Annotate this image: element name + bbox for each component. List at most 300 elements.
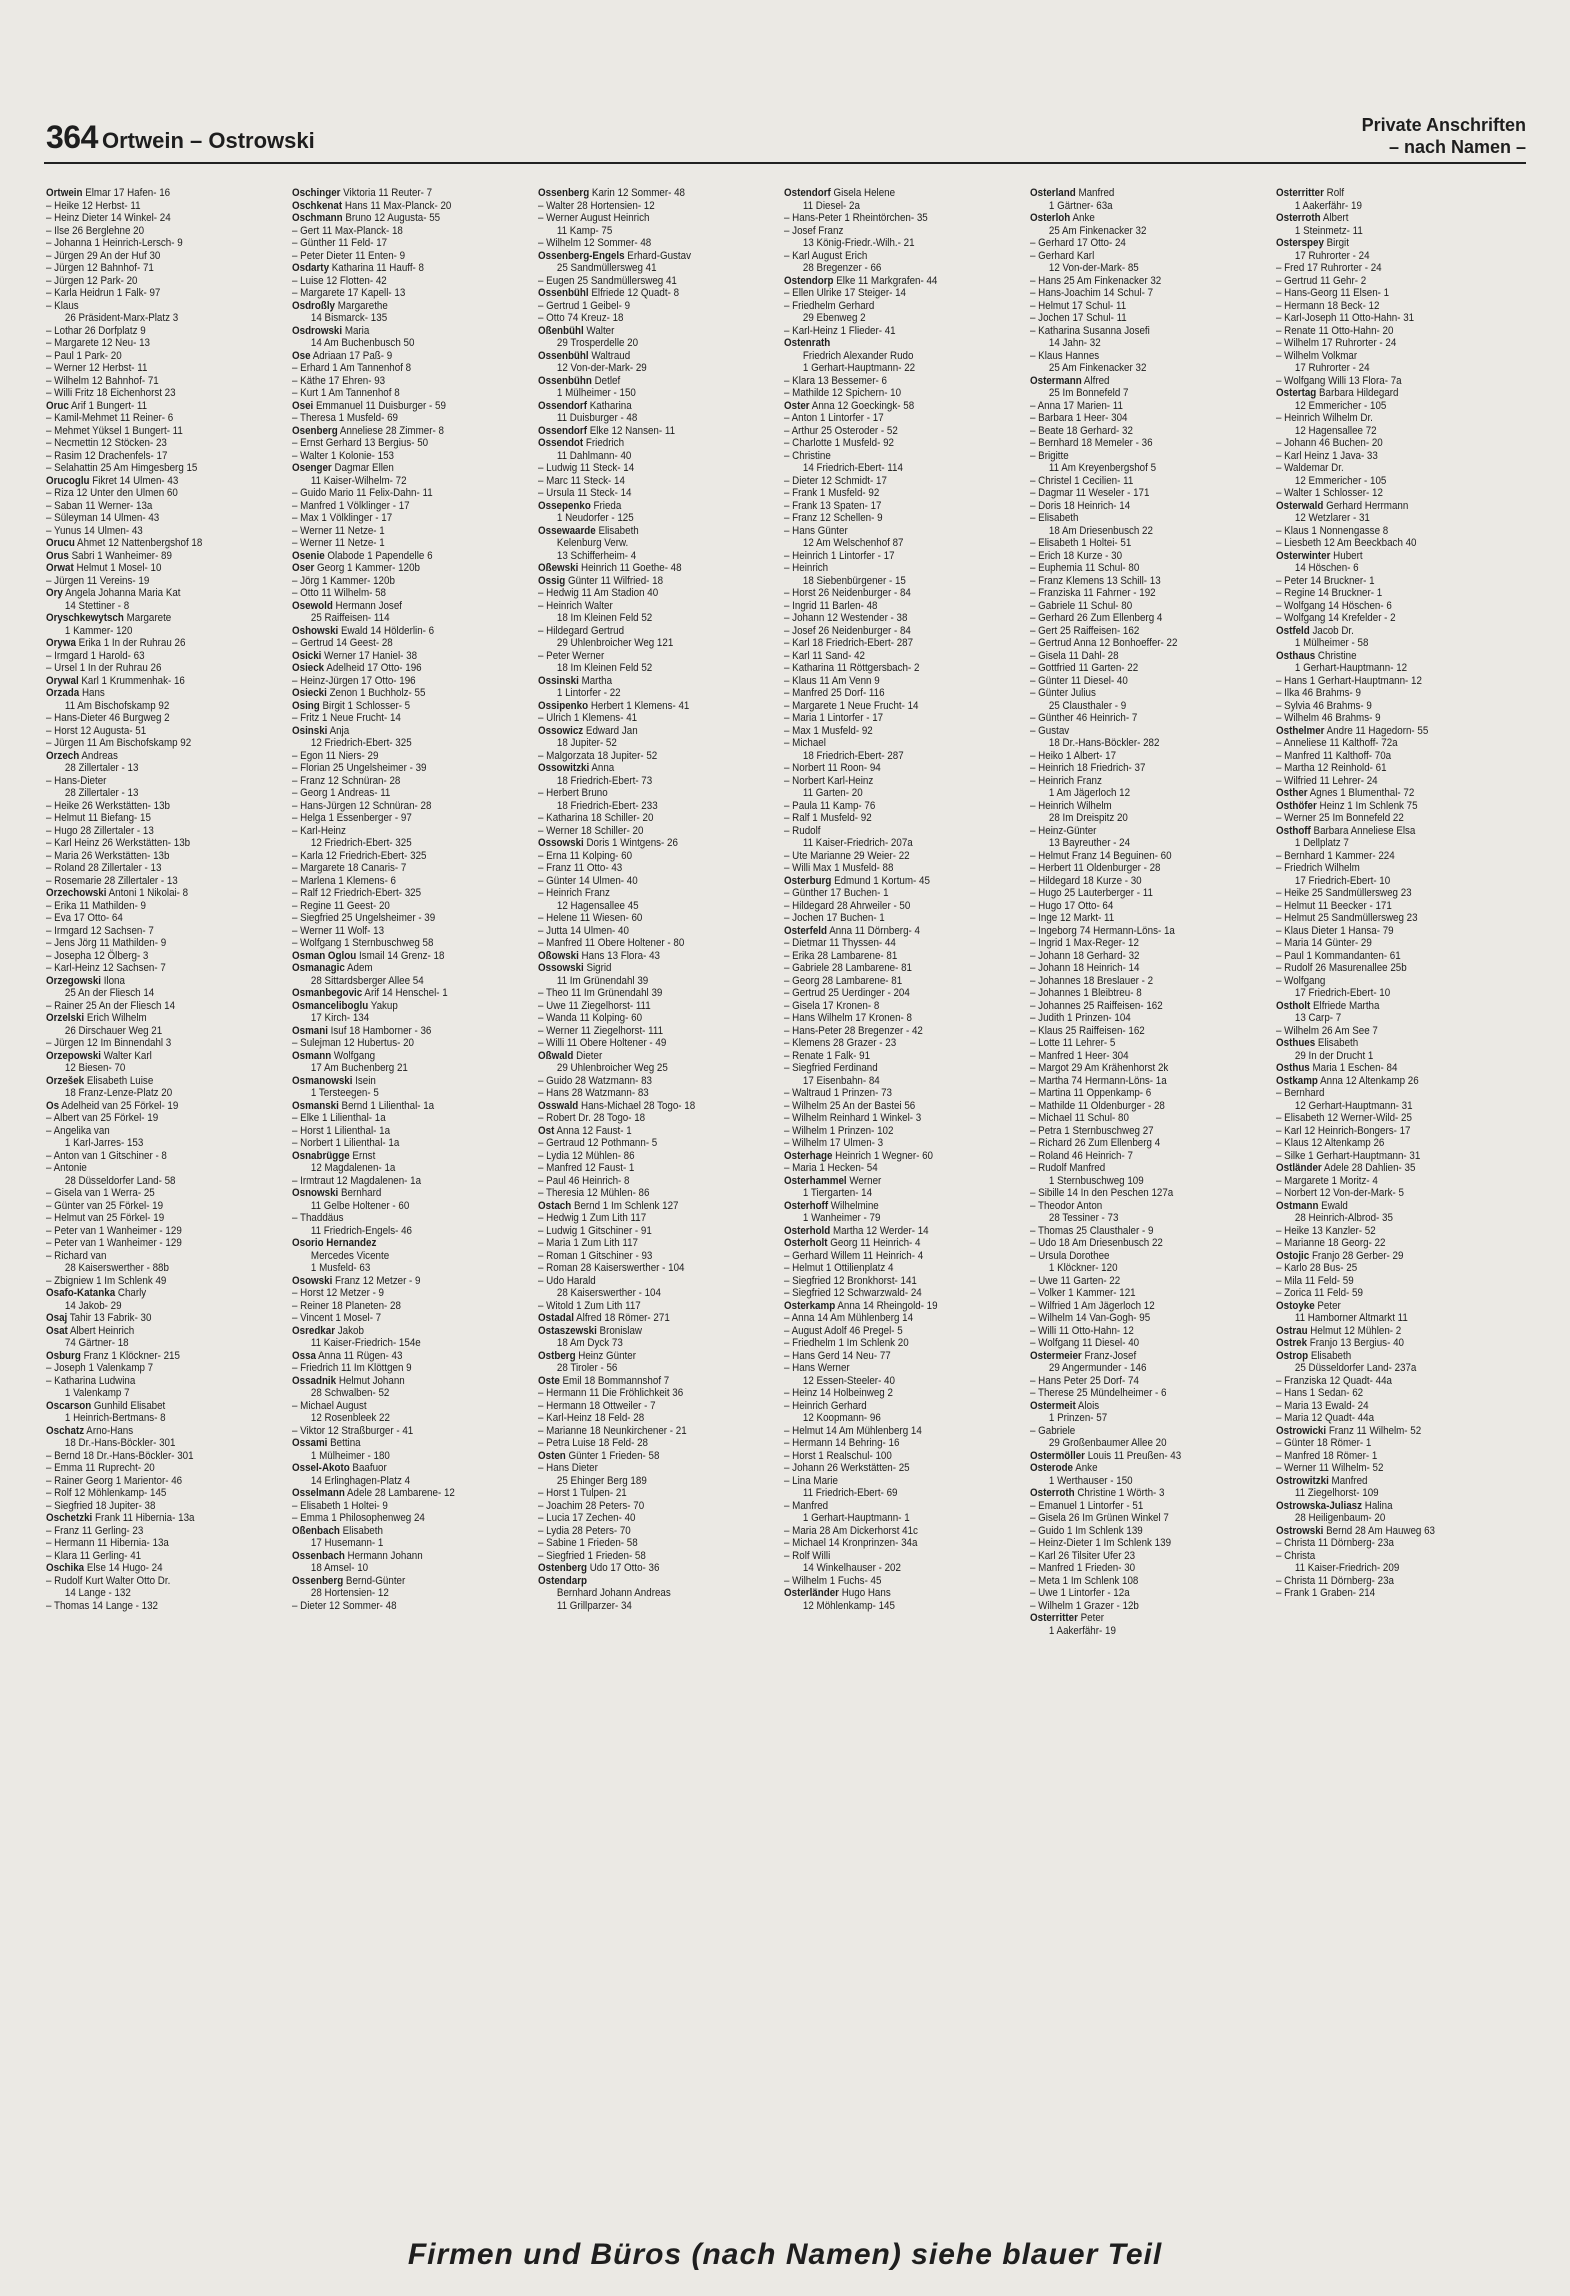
entry-details: – Lydia 12 Mühlen- 86 [538, 1149, 635, 1162]
entry-details: – Ilka 46 Brahms- 9 [1276, 687, 1361, 699]
directory-entry [46, 1500, 258, 1513]
directory-entry [292, 612, 504, 625]
directory-entry [46, 512, 258, 525]
directory-entry [784, 1012, 996, 1025]
entry-details: – Liesbeth 12 Am Beeckbach 40 [1276, 537, 1417, 549]
entry-continuation: 28 Heinrich-Albrod- 35 [1294, 1212, 1393, 1224]
entry-details: Anna 14 Rheingold- 19 [835, 1299, 938, 1312]
directory-entry [292, 1562, 504, 1575]
surname: Osterfeld [784, 924, 828, 937]
entry-continuation: 18 Amsel- 10 [310, 1562, 369, 1574]
surname: Ossendorf [538, 424, 587, 437]
directory-entry [784, 1550, 996, 1563]
directory-entry [784, 462, 996, 475]
directory-entry [1030, 262, 1242, 275]
entry-details: – Heinz Dieter 14 Winkel- 24 [46, 212, 171, 224]
directory-entry [1276, 525, 1488, 538]
directory-entry [784, 450, 996, 463]
directory-entry [1030, 712, 1242, 725]
entry-details: – Friedhelm 1 Im Schlenk 20 [784, 1337, 909, 1349]
entry-continuation: 12 Wetzlarer - 31 [1294, 512, 1370, 524]
entry-details: – Max 1 Völklinger - 17 [292, 512, 393, 524]
directory-entry [292, 812, 504, 825]
entry-details: – Wolfgang 14 Krefelder - 2 [1276, 612, 1396, 624]
entry-details: Ahmet 12 Nattenbergshof 18 [74, 537, 203, 549]
directory-entry [538, 1475, 750, 1488]
directory-entry [1030, 1300, 1242, 1313]
entry-details: – Christa 11 Dörnberg- 23a [1276, 1574, 1394, 1587]
surname: Osnabrügge [292, 1149, 350, 1162]
entry-details: Elisabeth Luise [84, 1074, 154, 1087]
entry-details: – Peter 14 Bruckner- 1 [1276, 574, 1375, 587]
directory-entry [46, 1087, 258, 1100]
entry-details: – Erna 11 Kolping- 60 [538, 849, 633, 862]
entry-details: – Hermann 18 Beck- 12 [1276, 299, 1380, 312]
entry-continuation: 13 Bayreuther - 24 [1048, 837, 1131, 849]
entry-details: Elmar 17 Hafen- 16 [82, 187, 171, 199]
entry-details: – Johann 26 Werkstätten- 25 [784, 1462, 910, 1474]
entry-details: – Silke 1 Gerhart-Hauptmann- 31 [1276, 1149, 1421, 1162]
directory-entry [538, 287, 750, 300]
entry-details: – Irmgard 12 Sachsen- 7 [46, 924, 154, 937]
entry-details: – Guido 1 Im Schlenk 139 [1030, 1524, 1143, 1537]
directory-entry [784, 612, 996, 625]
directory-entry [538, 975, 750, 988]
entry-details: Andreas [79, 749, 118, 762]
entry-details: – Hermann 11 Hibernia- 13a [46, 1537, 169, 1549]
directory-entry [1276, 1275, 1488, 1288]
entry-details: Barbara Hildegard [1316, 387, 1399, 399]
entry-continuation: 25 An der Fliesch 14 [64, 987, 155, 999]
entry-details: Alfred [1081, 374, 1110, 387]
entry-details: Frank 11 Hibernia- 13a [92, 1512, 195, 1524]
directory-entry [1276, 200, 1488, 213]
directory-entry [784, 212, 996, 225]
entry-details: – Ingrid 1 Max-Reger- 12 [1030, 937, 1139, 949]
directory-entry [292, 300, 504, 313]
entry-details: – Michael 11 Schul- 80 [1030, 1112, 1129, 1124]
entry-details: – Wilhelm 1 Prinzen- 102 [784, 1124, 894, 1137]
surname: Osei [292, 399, 314, 412]
directory-entry [46, 212, 258, 225]
entry-details: Bronislaw [596, 1324, 643, 1337]
surname: Oschmann [292, 212, 343, 224]
directory-entry [46, 637, 258, 650]
entry-details: – Klaus 12 Altenkamp 26 [1276, 1137, 1385, 1149]
directory-entry [784, 937, 996, 950]
entry-details: Agnes 1 Blumenthal- 72 [1307, 787, 1415, 799]
directory-entry [46, 375, 258, 388]
entry-details: Peter [1077, 1612, 1105, 1624]
entry-details: Adele 28 Dahlien- 35 [1321, 1162, 1416, 1174]
entry-details: – Thaddäus [292, 1212, 344, 1224]
entry-details: – Maria 14 Günter- 29 [1276, 937, 1372, 949]
entry-details: Christine 1 Wörth- 3 [1074, 1487, 1165, 1499]
directory-entry [1030, 650, 1242, 663]
directory-entry [538, 237, 750, 250]
directory-entry [1276, 762, 1488, 775]
entry-details: – Elisabeth 12 Werner-Wild- 25 [1276, 1112, 1412, 1124]
directory-entry [1030, 725, 1242, 738]
entry-details: Heinz Günter [575, 1349, 636, 1362]
entry-details: – Wolfgang 11 Diesel- 40 [1030, 1337, 1140, 1349]
directory-entry [538, 312, 750, 325]
directory-entry [46, 337, 258, 350]
directory-entry [292, 1412, 504, 1425]
directory-entry [1030, 412, 1242, 425]
entry-details: – Gustav [1030, 724, 1070, 737]
directory-entry [1276, 287, 1488, 300]
directory-entry [46, 400, 258, 413]
directory-entry [46, 1000, 258, 1013]
entry-details: – Wilhelm Reinhard 1 Winkel- 3 [784, 1112, 922, 1124]
entry-details: – Jürgen 11 Am Bischofskamp 92 [46, 737, 192, 749]
entry-details: – Guido 28 Watzmann- 83 [538, 1074, 652, 1087]
directory-entry [292, 1200, 504, 1213]
surname: Ostmann [1276, 1199, 1319, 1212]
directory-entry [1276, 1587, 1488, 1600]
surname: Osterwald [1276, 499, 1324, 512]
entry-details: – Katharina Ludwina [46, 1374, 136, 1387]
entry-details: Birgit [1323, 237, 1349, 249]
directory-entry [538, 400, 750, 413]
entry-details: Anna 12 Altenkamp 26 [1317, 1074, 1419, 1087]
entry-details: – Regine 14 Bruckner- 1 [1276, 587, 1383, 599]
directory-entry [538, 625, 750, 638]
directory-entry [1276, 537, 1488, 550]
directory-entry [538, 725, 750, 738]
surname: Ossenberg [292, 1574, 344, 1587]
directory-entry [1030, 575, 1242, 588]
directory-entry [292, 1300, 504, 1313]
directory-entry [784, 187, 996, 200]
directory-entry [784, 787, 996, 800]
directory-entry [292, 1262, 504, 1275]
entry-details: – Paul 46 Heinrich- 8 [538, 1174, 630, 1187]
entry-details: Erika 1 In der Ruhrau 26 [75, 637, 186, 649]
entry-continuation: 11 Ziegelhorst- 109 [1294, 1487, 1379, 1499]
entry-details: – Frank 1 Graben- 214 [1276, 1587, 1376, 1599]
directory-columns [46, 187, 1524, 2087]
entry-continuation: 13 Carp- 7 [1294, 1012, 1342, 1024]
surname: Osinski [292, 724, 328, 737]
directory-entry [784, 800, 996, 813]
directory-entry [784, 412, 996, 425]
directory-entry [292, 287, 504, 300]
entry-continuation: 1 Gerhart-Hauptmann- 12 [1294, 662, 1408, 674]
entry-details: Bernd 1 Lilienthal- 1a [338, 1099, 435, 1112]
directory-entry [1276, 262, 1488, 275]
directory-entry [1030, 325, 1242, 338]
directory-entry [1276, 662, 1488, 675]
entry-details: Walter [583, 324, 615, 337]
entry-details: – Klara 11 Gerling- 41 [46, 1549, 142, 1562]
entry-details: – Manfred 1 Heer- 304 [1030, 1049, 1129, 1062]
entry-details: Manfred [1075, 187, 1115, 199]
directory-entry [538, 1350, 750, 1363]
directory-entry [292, 737, 504, 750]
entry-details: – Ilse 26 Berglehne 20 [46, 224, 145, 237]
directory-entry [292, 662, 504, 675]
surname: Ossowski [538, 962, 584, 974]
entry-details: – Yunus 14 Ulmen- 43 [46, 524, 143, 537]
surname: Ortwein [46, 187, 83, 199]
entry-details: – Wolfgang Willi 13 Flora- 7a [1276, 374, 1402, 387]
directory-entry [1276, 300, 1488, 313]
surname: Osselmann [292, 1487, 345, 1499]
entry-continuation: 11 Dahlmann- 40 [556, 449, 632, 462]
entry-details: – Jürgen 12 Bahnhof- 71 [46, 262, 154, 274]
directory-entry [538, 737, 750, 750]
directory-entry [1030, 1237, 1242, 1250]
entry-details: – Fritz 1 Neue Frucht- 14 [292, 712, 401, 724]
directory-entry [538, 775, 750, 788]
entry-details: Elke 11 Markgrafen- 44 [833, 274, 938, 287]
directory-entry [784, 812, 996, 825]
directory-entry [46, 1162, 258, 1175]
surname: Osieck [292, 662, 325, 674]
entry-continuation: 1 Werthauser - 150 [1048, 1474, 1133, 1487]
entry-details: – Viktor 12 Straßburger - 41 [292, 1424, 414, 1437]
entry-details: – Ute Marianne 29 Weier- 22 [784, 849, 910, 862]
entry-details: – Johannes 1 Bleibtreu- 8 [1030, 987, 1142, 999]
entry-details: Adele 28 Lambarene- 12 [344, 1487, 455, 1499]
directory-entry [46, 1175, 258, 1188]
entry-details: – Günter 11 Diesel- 40 [1030, 674, 1128, 687]
directory-entry [784, 1200, 996, 1213]
directory-entry [538, 937, 750, 950]
entry-continuation: 14 Lange - 132 [64, 1587, 131, 1599]
directory-entry [46, 600, 258, 613]
entry-details: – Friedhelm Gerhard [784, 299, 875, 312]
directory-entry [292, 1112, 504, 1125]
surname: Orucoglu [46, 474, 90, 487]
entry-details: – Günther 46 Heinrich- 7 [1030, 712, 1138, 724]
directory-entry [1276, 475, 1488, 488]
directory-entry [784, 437, 996, 450]
entry-details: – Joseph 1 Valenkamp 7 [46, 1362, 154, 1374]
directory-entry [46, 750, 258, 763]
entry-details: Dieter [573, 1049, 603, 1062]
page-header [44, 104, 1526, 164]
entry-details: – Udo Harald [538, 1274, 596, 1287]
directory-entry [1276, 450, 1488, 463]
entry-continuation: 29 Uhlenbroicher Weg 25 [556, 1062, 668, 1074]
entry-details: – Helmut 11 Beecker - 171 [1276, 899, 1392, 912]
directory-entry [784, 1037, 996, 1050]
entry-continuation: 1 Mülheimer - 150 [556, 387, 636, 399]
surname: Oser [292, 562, 315, 574]
directory-entry [1276, 1425, 1488, 1438]
directory-entry [1276, 587, 1488, 600]
entry-details: Emil 18 Bommannshof 7 [559, 1374, 670, 1387]
entry-details: – Selahattin 25 Am Himgesberg 15 [46, 462, 198, 474]
surname: Osthöfer [1276, 799, 1317, 812]
directory-entry [46, 225, 258, 238]
entry-details: – Klaus 1 Nonnengasse 8 [1276, 524, 1389, 537]
directory-entry [784, 1387, 996, 1400]
entry-details: – Marlena 1 Klemens- 6 [292, 874, 397, 887]
directory-entry [538, 1037, 750, 1050]
directory-entry [292, 1600, 504, 1613]
entry-continuation: 25 Sandmüllersweg 41 [556, 262, 657, 274]
directory-entry [46, 987, 258, 1000]
entry-details: Elke 12 Nansen- 11 [586, 424, 676, 437]
entry-details: – Uwe 11 Garten- 22 [1030, 1274, 1121, 1287]
entry-continuation: 18 Dr.-Hans-Böckler- 301 [64, 1437, 176, 1449]
entry-details: Arif 1 Bungert- 11 [68, 399, 148, 412]
directory-entry [292, 725, 504, 738]
entry-details: – Heiko 1 Albert- 17 [1030, 749, 1117, 762]
surname: Oste [538, 1374, 560, 1387]
directory-entry [784, 1237, 996, 1250]
directory-entry [46, 412, 258, 425]
entry-details: – Jürgen 29 An der Huf 30 [46, 249, 161, 262]
directory-entry [538, 962, 750, 975]
entry-continuation: 17 Am Buchenberg 21 [310, 1062, 408, 1074]
directory-entry [46, 587, 258, 600]
entry-details: – Friedrich Wilhelm [1276, 862, 1360, 874]
directory-entry [784, 300, 996, 313]
entry-details: Christine [1315, 649, 1357, 662]
entry-continuation: 18 Am Dyck 73 [556, 1337, 623, 1349]
directory-entry [1030, 950, 1242, 963]
entry-details: Helmut 1 Mosel- 10 [73, 562, 162, 574]
directory-entry [784, 1175, 996, 1188]
entry-details: – Rolf Willi [784, 1549, 831, 1562]
entry-details: – Willi 11 Obere Holtener - 49 [538, 1037, 667, 1049]
directory-entry [1276, 650, 1488, 663]
directory-entry [1030, 462, 1242, 475]
directory-entry [292, 412, 504, 425]
surname: Osterhammel [784, 1174, 847, 1187]
directory-entry [292, 237, 504, 250]
surname: Orzechowski [46, 887, 107, 899]
entry-details: – Theresa 1 Musfeld- 69 [292, 412, 399, 424]
directory-entry [292, 1162, 504, 1175]
surname: Orywal [46, 674, 79, 687]
directory-entry [538, 1050, 750, 1063]
directory-entry [1276, 837, 1488, 850]
entry-details: Bernd-Günter [343, 1574, 406, 1587]
directory-entry [1276, 775, 1488, 788]
directory-entry [46, 1312, 258, 1325]
surname: Osdrowski [292, 324, 343, 337]
directory-entry [292, 1025, 504, 1038]
entry-continuation: 17 Ruhrorter - 24 [1294, 249, 1370, 262]
directory-entry [1030, 350, 1242, 363]
directory-entry [292, 750, 504, 763]
entry-details: – Anton van 1 Gitschiner - 8 [46, 1149, 167, 1162]
entry-details: – Helmut 1 Ottilienplatz 4 [784, 1262, 894, 1274]
entry-details: Bernhard [338, 1187, 382, 1199]
entry-details: – Mehmet Yüksel 1 Bungert- 11 [46, 424, 183, 437]
entry-details: Anneliese 28 Zimmer- 8 [337, 424, 444, 437]
directory-entry [46, 1562, 258, 1575]
surname: Osmanagic [292, 962, 345, 974]
surname: Ossowitzki [538, 762, 590, 774]
directory-entry [292, 1075, 504, 1088]
directory-entry [538, 762, 750, 775]
directory-entry [1276, 862, 1488, 875]
directory-entry [1030, 512, 1242, 525]
directory-entry [784, 1137, 996, 1150]
directory-entry [1030, 1562, 1242, 1575]
entry-details: – Werner 18 Schiller- 20 [538, 824, 644, 837]
directory-column [1030, 187, 1242, 2087]
directory-entry [538, 187, 750, 200]
surname: Orzešek [46, 1074, 85, 1087]
entry-details: – Brigitte [1030, 449, 1069, 462]
directory-entry [784, 350, 996, 363]
entry-details: – Heinrich Walter [538, 599, 613, 612]
directory-entry [538, 1087, 750, 1100]
entry-details: – Walter 1 Schlosser- 12 [1276, 487, 1383, 499]
entry-details: – Werner 11 Wilhelm- 52 [1276, 1462, 1384, 1474]
entry-details: – Maria 1 Hecken- 54 [784, 1162, 878, 1174]
entry-continuation: 1 Aakerfähr- 19 [1048, 1624, 1116, 1637]
entry-details: Hubert [1330, 549, 1363, 562]
entry-details: Günter 1 Frieden- 58 [565, 1449, 660, 1462]
directory-entry [784, 1437, 996, 1450]
entry-details: Birgit 1 Schlosser- 5 [319, 699, 411, 712]
directory-entry [292, 1337, 504, 1350]
entry-details: Jakob [335, 1324, 364, 1337]
entry-details: Zenon 1 Buchholz- 55 [326, 687, 426, 699]
directory-entry [538, 1450, 750, 1463]
directory-entry [292, 212, 504, 225]
directory-entry [292, 875, 504, 888]
entry-details: – Sabine 1 Frieden- 58 [538, 1537, 638, 1549]
directory-entry [784, 1562, 996, 1575]
directory-entry [292, 525, 504, 538]
surname: Ossenbühl [538, 349, 589, 362]
directory-entry [1030, 1100, 1242, 1113]
directory-entry [46, 475, 258, 488]
entry-details: – Siegfried 1 Frieden- 58 [538, 1549, 646, 1562]
surname: Osterholt [784, 1237, 828, 1249]
entry-details: Karin 12 Sommer- 48 [589, 187, 686, 199]
directory-entry [1030, 1400, 1242, 1413]
surname: Orywa [46, 637, 76, 649]
entry-details: Anna [589, 762, 615, 774]
entry-details: – Emanuel 1 Lintorfer - 51 [1030, 1499, 1144, 1512]
directory-entry [292, 787, 504, 800]
entry-details: Franz 1 Klöckner- 215 [80, 1349, 180, 1362]
directory-entry [1276, 1462, 1488, 1475]
directory-entry [46, 237, 258, 250]
directory-entry [784, 987, 996, 1000]
directory-entry [784, 1500, 996, 1513]
directory-entry [292, 1437, 504, 1450]
directory-entry [784, 1487, 996, 1500]
directory-entry [1276, 512, 1488, 525]
directory-entry [1030, 1137, 1242, 1150]
directory-entry [292, 200, 504, 213]
surname: Ostrop [1276, 1349, 1309, 1362]
entry-continuation: 1 Sternbuschweg 109 [1048, 1174, 1144, 1187]
directory-entry [1030, 675, 1242, 688]
directory-entry [1030, 1250, 1242, 1263]
entry-continuation: 28 Hortensien- 12 [310, 1587, 389, 1599]
directory-entry [46, 787, 258, 800]
directory-entry [784, 1475, 996, 1488]
entry-continuation: 28 Im Dreispitz 20 [1048, 812, 1128, 824]
entry-continuation: 12 Gerhart-Hauptmann- 31 [1294, 1099, 1413, 1112]
directory-entry [1030, 1450, 1242, 1463]
directory-entry [784, 1262, 996, 1275]
entry-details: – Irmgard 1 Harold- 63 [46, 649, 145, 662]
